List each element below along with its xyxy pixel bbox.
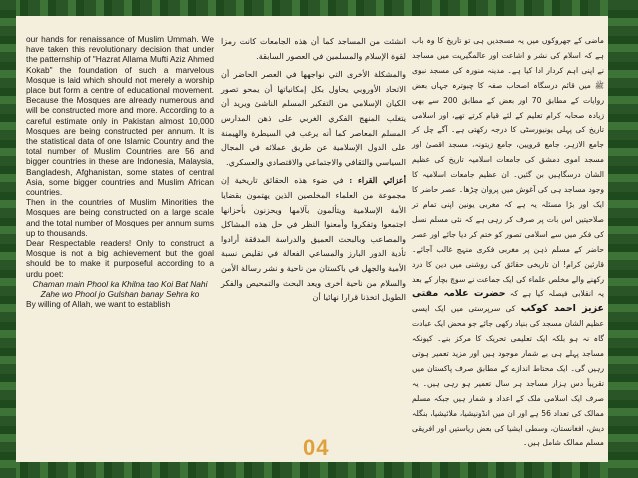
poem-line: Chaman main Phool ka Khilna tao Koi Bat Nahi xyxy=(32,278,208,289)
english-closing: By willing of Allah, we want to establish xyxy=(26,299,171,310)
arabic-column xyxy=(221,34,406,438)
urdu-patron-name: حضرت علامہ مفتی عزیز احمد کوکب xyxy=(412,288,604,315)
poem-line: Zahe wo Phool jo Gulshan banay Sehra ko xyxy=(40,289,200,300)
english-paragraph: our hands for renaissance of Muslim Ummah. We have taken this revolutionary decision that under the patternship of "Hazrat Allama Mufti Aziz Ahmed Kokab" the foundation of such a marvelous Mosque is laid which should not merely a worship place but form a centre of educational movement. Because the Mosques are already numerous and will be constructed more and more. According to a careful estimate only in Pakistan almost 10,000 Mosques are being constructed per annum. It is the statistical data of one Islamic Country and the total number of Muslim Countries are 56 and bigger countries in these are Indonesia, Malaysia, Bangladesh, Afghanistan, some states of central Asia, some bigger countries and Muslim African countries. xyxy=(26,34,215,198)
decorative-border-bottom xyxy=(0,462,638,478)
arabic-lead-heading: أعزائي القراء : xyxy=(349,175,406,186)
decorative-border-top xyxy=(0,0,638,16)
urdu-paragraph: عصر حاضر کا ایک اور بڑا مسئلہ یہ ہے کہ مغربی یونین اپنی تمام تر صلاحیتیں اس بات پر صرف کر رہی ہے کہ نئی مسلم نسل کی فکر میں سے اسلامی تصور کو ختم کر دیا جائے اور عصر حاضر کے مسلم ذہن پر مغربی فکری منہج غالب آجائے۔ xyxy=(412,185,604,254)
arabic-paragraph-3 xyxy=(221,173,406,304)
urdu-paragraph: قارئین کرام! ان تاریخی حقائق کی روشنی میں دین کا درد رکھنے والے مخلص علماء کی ایک جماعت نے سوچ بچار کے بعد یہ انقلابی فیصلہ کیا ہے کہ xyxy=(412,259,605,299)
urdu-paragraph: ماضی کے جھروکوں میں یہ مسجدیں ہی تو تاریخ کا وہ باب ہے کہ اسلام کی نشر و اشاعت اور عالمگیریت میں مساجد نے اپنی اہم کردار ادا کیا ہے۔ مدینہ منورہ کی مسجد نبوی ﷺ میں قائم درسگاہ اصحاب صفہ کا چبوترہ جہاں بعض روایات کے مطابق 70 اور بعض کے مطابق 200 سے بھی زیادہ صحابہ کرام تعلیم کے لئے قیام کرتے تھے، اور اسلامی تاریخ کی پہلی یونیورسٹی کا درجہ رکھتی ہے۔ آگے چل کر جامع الازہر، جامع قرویین، جامع زیتونہ، مسجد اقصیٰ اور مسجد اموی دمشق کی جامعات اسلامیہ تاریخ کی عظیم الشان درسگاہیں بن گئیں۔ ان عظیم جامعات اسلامیہ کا وجود مساجد ہی کی آغوش میں پروان چڑھا۔ xyxy=(412,36,605,195)
page-number: 04 xyxy=(303,435,330,460)
english-column xyxy=(26,34,214,438)
english-paragraph: Then in the countries of Muslim Minorities the Mosques are being constructed on a large scale and the total number of Mosques per annum sums up to thousands. xyxy=(26,197,214,238)
arabic-paragraph-text: في ضوء هذه الحقائق تاريخية إن مجموعة من العلماء المخلصين الذين يهتمون بقضايا الأمة الإسلامية ويتألمون بآلامها ويحزنون بأحزانها اجتمعوا وتفكروا وأمعنوا النظر في حل هذه المشاكل والمصاعب وبالبحث العميق والدراسة المدققة أرادوا تأدية الدور البارز والمساعي الفعالة في تقليص نسبة الأمية والجهل في باكستان من ناحية و نشر رسالة الأمن والسلام من ناحية أخرى ويعد البحث والتمحيص والفكر الطويل اتخذنا قرارا نهائيا أن xyxy=(221,175,406,303)
urdu-column xyxy=(412,34,605,448)
urdu-paragraph: کی سرپرستی میں ایک ایسی عظیم الشان مسجد کی بنیاد رکھی جائے جو محض ایک عبادت گاہ نہ ہو بلکہ ایک تعلیمی تحریک کا مرکز بنے۔ کیونکہ مساجد پہلے ہی بے شمار موجود ہیں اور مزید تعمیر ہوتی رہیں گی۔ ایک محتاط اندازے کے مطابق صرف پاکستان میں تقریباً دس ہزار مساجد ہر سال تعمیر ہو رہی ہیں۔ یہ صرف ایک اسلامی ملک کے اعداد و شمار ہیں جبکہ مسلم ممالک کی تعداد 56 ہے اور ان میں انڈونیشیا، ملائیشیا، بنگلہ دیش، افغانستان، وسطی ایشیا کی بعض ریاستیں اور افریقی مسلم ممالک شامل ہیں۔ xyxy=(412,304,605,448)
english-paragraph: Dear Respectable readers! Only to construct a Mosque is not a big achievement but the goal should be to make it purposeful according to a urdu poet: xyxy=(26,238,214,279)
arabic-paragraph: انشئت من المساجد كما أن هذه الجامعات كانت رمزا لقوة الإسلام والمسلمين في العصور السابقة. xyxy=(221,36,406,61)
decorative-border-right xyxy=(608,0,638,478)
magazine-page xyxy=(16,16,608,462)
decorative-border-left xyxy=(0,0,16,478)
arabic-paragraph: والمشكلة الأخرى التي نواجهها في العصر الحاضر أن الاتحاد الأوروبي يحاول بكل إمكانياتها أن يمحو تصور الكيان الإسلامي من التفكير المسلم الناشئ ويريد أن يتغلب المنهج الفكري الغربي على ذهن المدارس المسلم المعاصر كما أنه يرغب في السيطرة والهيمنة على الدول الإسلامية عن طريق عملائه في المجال السياسي والثقافي والاجتماعي والاقتصادي والعسكري. xyxy=(221,69,406,167)
